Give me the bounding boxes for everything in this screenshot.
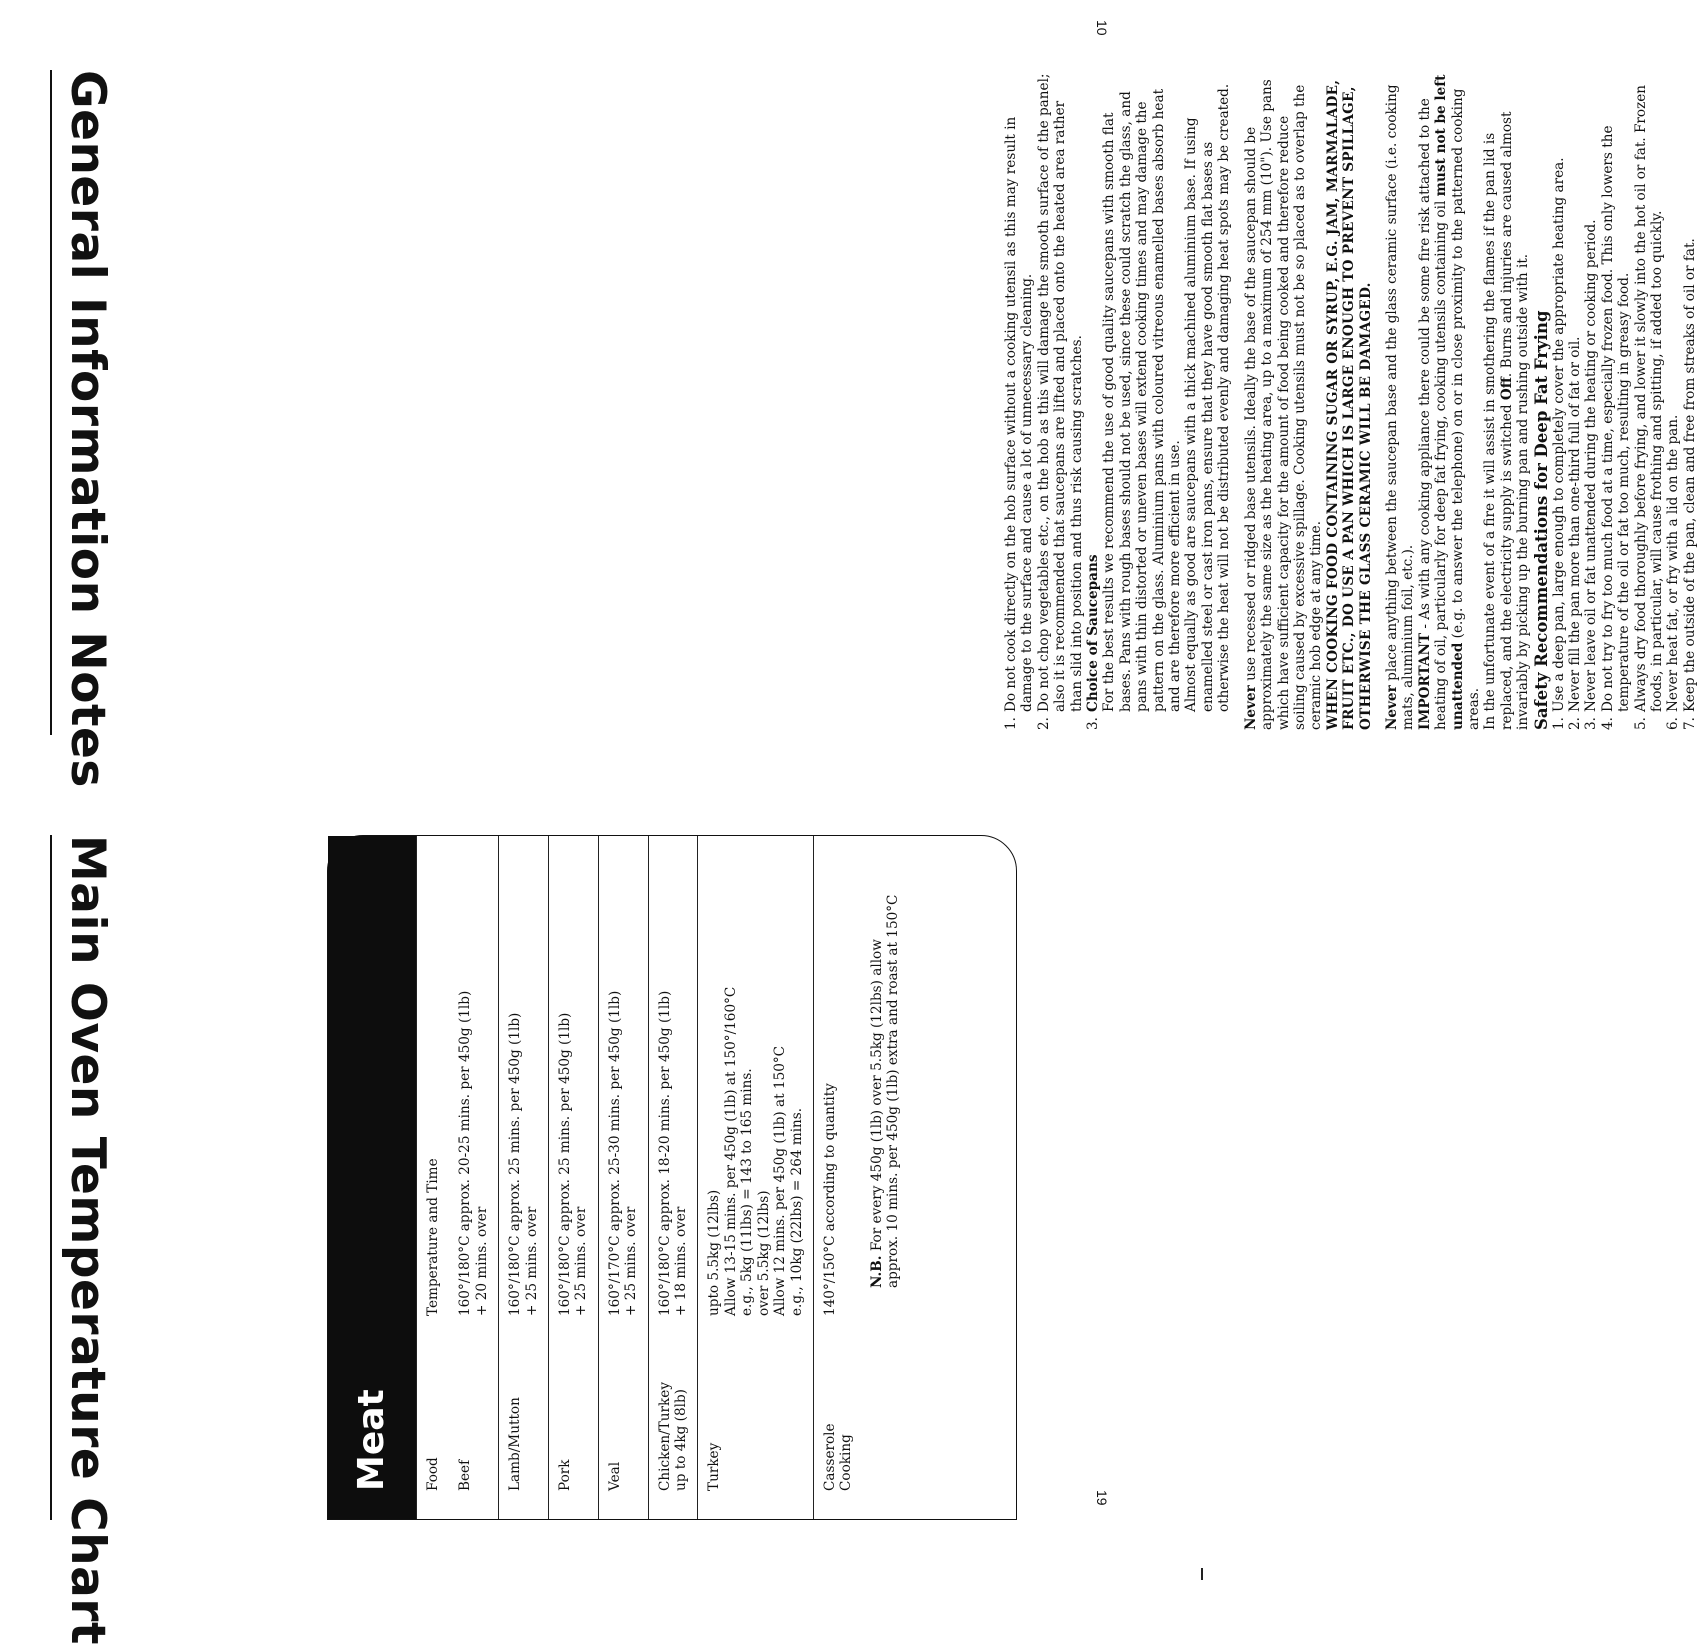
item-number: 1. (1550, 717, 1567, 730)
page-number: 10 (1094, 20, 1110, 36)
care-list (1003, 70, 1233, 730)
temperature-cell: 140°/150°C according to quantity (821, 1083, 838, 1316)
item-number: 6. (1665, 717, 1682, 730)
list-item (1551, 70, 1567, 730)
table-row (813, 836, 863, 1519)
note-lead: N.B. (868, 1255, 885, 1288)
saucepan-heading: Choice of Saucepans (1085, 554, 1102, 712)
sugar-warning: WHEN COOKING FOOD CONTAINING SUGAR OR SYRUP, E.G. JAM, MARMALADE, FRUIT ETC., DO USE A PAN WHICH IS LARGE ENOUGH TO PREVENT SPILLAGE, OTHERWISE THE GLASS CERAMIC WILL BE DAMAGED. (1324, 79, 1374, 730)
note-text: For every 450g (1lb) over 5.5kg (12lbs) allow approx. 10 mins. per 450g (1lb) extra and roast at 150°C (868, 894, 902, 1288)
table-row (548, 836, 598, 1519)
item-text: Never leave oil or fat unattended during the heating or cooking period. (1583, 219, 1600, 712)
item-number: 3. (1583, 717, 1600, 730)
food-cell: Casserole Cooking (821, 1423, 855, 1491)
item-text: Never heat fat, or fry with a lid on the pan. (1665, 414, 1682, 712)
fire-paragraph (1482, 70, 1531, 730)
title-rule (50, 70, 52, 735)
emphasis: Never (1383, 685, 1400, 730)
paragraph-text: . Burns and injuries are caused almost invariably by picking up the burning pan and rushing outside with it. (1498, 111, 1532, 730)
paragraph-text: use recessed or ridged base utensils. Ideally the base of the saucepan should be approximately the same size as the heating area, up to a maximum of 254 mm (10"). Use pans which have sufficient capacity for the amount of food being cooked and therefore reduce soiling caused by excessive spillage. Cooking utensils must not be so placed as to overlap the ceramic hob edge at any time. (1242, 79, 1325, 730)
page-number: 19 (1094, 1490, 1110, 1506)
emphasis: IMPORTANT (1416, 633, 1433, 730)
table-row (449, 836, 498, 1519)
never-place-paragraph (1384, 70, 1417, 730)
scan-mark (1201, 1568, 1203, 1580)
item-number: 7. (1681, 717, 1698, 730)
list-item (1036, 70, 1085, 730)
saucepan-paragraph: Almost equally as good are saucepans with a thick machined aluminium base. If using enamelled steel or cast iron pans, ensure that they have good smooth flat bases as otherwise the heat will not be distributed evenly and damaging heat spots may be created. (1183, 83, 1233, 712)
column-header-food: Food (425, 1457, 441, 1491)
right-page (0, 800, 1225, 1645)
item-number: 2. (1567, 717, 1583, 730)
item-text: Always dry food thoroughly before frying, and lower it slowly into the hot oil or fat. Frozen foods, in particular, will cause frothing and spitting, if added too quickly. (1632, 84, 1666, 712)
food-cell: Lamb/Mutton (507, 1397, 524, 1491)
general-notes-body (1003, 70, 1698, 730)
list-item (1583, 70, 1599, 730)
recessed-utensils-paragraph (1243, 70, 1325, 730)
item-number: 3. (1085, 717, 1102, 730)
temperature-cell: upto 5.5kg (12lbs) Allow 13-15 mins. per 450g (1lb) at 150°/160°C e.g., 5kg (11lbs) = 143 to 165 mins. over 5.5kg (12lbs) Allow 12 mins. per 450g (1lb) at 150°C e.g., 10kg (22lbs) = 264 mins. (706, 986, 805, 1316)
paragraph-text: In the unfortunate event of a fire it will assist in smothering the flames if the pan lid is replaced, and the electricity supply is switched (1482, 132, 1515, 730)
meat-rows (449, 836, 862, 1519)
food-cell: Beef (457, 1459, 474, 1491)
food-cell: Turkey (706, 1442, 723, 1491)
temperature-cell: 160°/170°C approx. 25-30 mins. per 450g (1lb) + 25 mins. over (606, 990, 640, 1316)
item-text: Keep the outside of the pan, clean and free from streaks of oil or fat. (1681, 238, 1698, 712)
item-text: Never fill the pan more than one-third full of fat or oil. (1567, 336, 1583, 712)
table-header-row (416, 836, 449, 1519)
item-text: Use a deep pan, large enough to completely cover the appropriate heating area. (1550, 157, 1567, 712)
table-row (697, 836, 812, 1519)
list-item (1085, 70, 1233, 730)
table-row (498, 836, 548, 1519)
temperature-cell: 160°/180°C approx. 25 mins. per 450g (1lb) + 25 mins. over (507, 1012, 540, 1316)
important-paragraph (1417, 70, 1483, 730)
meat-banner: Meat (328, 836, 416, 1519)
saucepan-paragraph: For the best results we recommend the use of good quality saucepans with smooth flat bases. Pans with rough bases should not be used, since these could scratch the glass, and pans with thin distorted or uneven bases will extend cooking times and may damage the pattern on the glass. Aluminium pans with coloured vitreous enamelled bases absorb heat and are therefore more efficient in use. (1101, 88, 1184, 712)
item-number: 5. (1632, 717, 1649, 730)
temperature-cell: 160°/180°C approx. 25 mins. per 450g (1lb) + 25 mins. over (557, 1012, 590, 1316)
item-number: 4. (1599, 717, 1616, 730)
emphasis: Never (1242, 685, 1259, 730)
item-text: Do not chop vegetables etc., on the hob as this will damage the smooth surface of the panel; also it is recommended that saucepans are lifted and placed onto the heated area rather than slid into position and thus risk causing scratches. (1035, 73, 1085, 712)
temperature-cell: 160°/180°C approx. 20-25 mins. per 450g (1lb) + 20 mins. over (457, 990, 490, 1316)
item-text: Do not cook directly on the hob surface without a cooking utensil as this may result in damage to the surface and cause a lot of unnecessary cleaning. (1003, 116, 1036, 712)
paragraph-text: place anything between the saucepan base and the glass ceramic surface (i.e. cooking mats, aluminium foil, etc.). (1383, 84, 1417, 730)
meat-temperature-table (327, 835, 1017, 1520)
item-number: 2. (1035, 717, 1052, 730)
title-rule (50, 835, 52, 1520)
safety-list (1551, 70, 1698, 730)
list-item (1003, 70, 1036, 730)
left-page (0, 0, 1698, 790)
page-title: General Information Notes (60, 70, 115, 788)
page-title: Main Oven Temperature Chart (60, 835, 115, 1645)
paragraph-text: - As with any cooking appliance there could be some fire risk attached to the heating of oil, particularly for deep fat frying, cooking utensils containing oil (1416, 98, 1450, 730)
table-row (648, 836, 698, 1519)
list-item (1567, 70, 1583, 730)
safety-heading: Safety Recommendations for Deep Fat Frying (1531, 310, 1551, 730)
table-row (598, 836, 648, 1519)
table-note (863, 836, 908, 1519)
food-cell: Veal (606, 1461, 623, 1491)
list-item (1682, 70, 1698, 730)
temperature-cell: 160°/180°C approx. 18-20 mins. per 450g (1lb) + 18 mins. over (656, 990, 690, 1316)
item-number: 1. (1003, 717, 1019, 730)
paragraph-text: (e.g. to answer the telephone) on or in close proximity to the patterned cooking areas. (1449, 88, 1482, 730)
food-cell: Pork (557, 1459, 574, 1491)
list-item (1600, 70, 1633, 730)
column-header-temp: Temperature and Time (425, 1158, 441, 1316)
food-cell: Chicken/Turkey up to 4kg (8lb) (656, 1381, 690, 1491)
list-item (1633, 70, 1666, 730)
item-text: Do not try to fry too much food at a time, especially frozen food. This only lowers the temperature of the oil or fat too much, resulting in greasy food. (1599, 125, 1633, 712)
emphasis: Off (1498, 377, 1515, 401)
list-item (1665, 70, 1681, 730)
emphasis: must not be left unattended (1433, 74, 1466, 730)
